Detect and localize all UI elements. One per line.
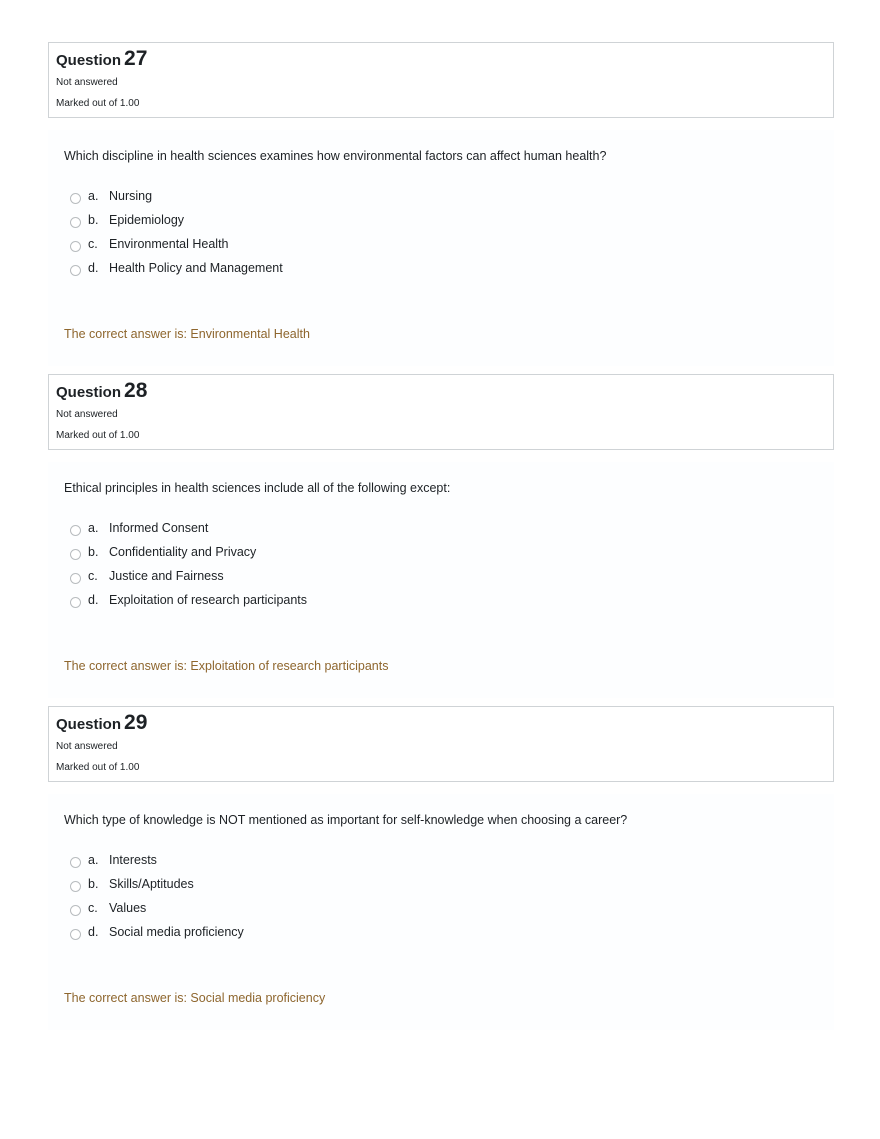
correct-answer-feedback: The correct answer is: Environmental Health: [64, 327, 310, 341]
question-number: 27: [124, 47, 148, 70]
option-letter: c.: [88, 901, 98, 915]
radio-button[interactable]: [70, 525, 81, 536]
question-grade: Marked out of 1.00: [56, 762, 140, 773]
question-info: [48, 706, 834, 782]
answer-option-a[interactable]: [64, 852, 464, 870]
question-label: Question: [56, 384, 122, 401]
option-label: Informed Consent: [109, 521, 209, 535]
option-label: Environmental Health: [109, 237, 229, 251]
option-label: Exploitation of research participants: [109, 593, 308, 607]
answer-option-c[interactable]: [64, 900, 464, 918]
question-content: [48, 130, 834, 366]
radio-button[interactable]: [70, 549, 81, 560]
option-letter: d.: [88, 925, 99, 939]
answer-option-c[interactable]: [64, 568, 464, 586]
answer-option-b[interactable]: [64, 544, 464, 562]
radio-button[interactable]: [70, 881, 81, 892]
option-letter: a.: [88, 521, 99, 535]
question-text: Which discipline in health sciences examines how environmental factors can affect human health?: [64, 149, 607, 163]
radio-button[interactable]: [70, 597, 81, 608]
question-state: Not answered: [56, 77, 118, 88]
correct-answer-feedback: The correct answer is: Exploitation of research participants: [64, 659, 389, 673]
option-letter: c.: [88, 237, 98, 251]
question-info: [48, 374, 834, 450]
option-label: Epidemiology: [109, 213, 185, 227]
question-heading: [56, 711, 147, 735]
answer-option-d[interactable]: [64, 260, 464, 278]
radio-button[interactable]: [70, 217, 81, 228]
question-label: Question: [56, 52, 122, 69]
question-text: Ethical principles in health sciences include all of the following except:: [64, 481, 451, 495]
radio-button[interactable]: [70, 265, 81, 276]
radio-button[interactable]: [70, 241, 81, 252]
answer-option-d[interactable]: [64, 592, 464, 610]
correct-answer-feedback: The correct answer is: Social media proficiency: [64, 991, 326, 1005]
option-label: Values: [109, 901, 147, 915]
question-number: 29: [124, 711, 148, 734]
question-state: Not answered: [56, 741, 118, 752]
option-label: Nursing: [109, 189, 153, 203]
radio-button[interactable]: [70, 573, 81, 584]
answer-option-d[interactable]: [64, 924, 464, 942]
option-letter: b.: [88, 545, 99, 559]
option-letter: a.: [88, 189, 99, 203]
question-label: Question: [56, 716, 122, 733]
answer-option-c[interactable]: [64, 236, 464, 254]
radio-button[interactable]: [70, 857, 81, 868]
question-number: 28: [124, 379, 148, 402]
option-letter: b.: [88, 213, 99, 227]
question-text: Which type of knowledge is NOT mentioned as important for self-knowledge when choosing a career?: [64, 813, 628, 827]
question-info: [48, 42, 834, 118]
question-content: [48, 462, 834, 698]
question-grade: Marked out of 1.00: [56, 430, 140, 441]
option-letter: d.: [88, 593, 99, 607]
radio-button[interactable]: [70, 929, 81, 940]
question-heading: [56, 379, 147, 403]
option-letter: a.: [88, 853, 99, 867]
question-state: Not answered: [56, 409, 118, 420]
answer-option-b[interactable]: [64, 212, 464, 230]
option-label: Justice and Fairness: [109, 569, 224, 583]
answer-option-a[interactable]: [64, 188, 464, 206]
option-label: Social media proficiency: [109, 925, 244, 939]
radio-button[interactable]: [70, 193, 81, 204]
option-letter: b.: [88, 877, 99, 891]
option-label: Health Policy and Management: [109, 261, 283, 275]
question-heading: [56, 47, 147, 71]
option-label: Confidentiality and Privacy: [109, 545, 257, 559]
option-label: Skills/Aptitudes: [109, 877, 194, 891]
answer-option-a[interactable]: [64, 520, 464, 538]
option-letter: c.: [88, 569, 98, 583]
option-label: Interests: [109, 853, 157, 867]
question-content: [48, 794, 834, 1030]
answer-option-b[interactable]: [64, 876, 464, 894]
question-grade: Marked out of 1.00: [56, 98, 140, 109]
radio-button[interactable]: [70, 905, 81, 916]
option-letter: d.: [88, 261, 99, 275]
